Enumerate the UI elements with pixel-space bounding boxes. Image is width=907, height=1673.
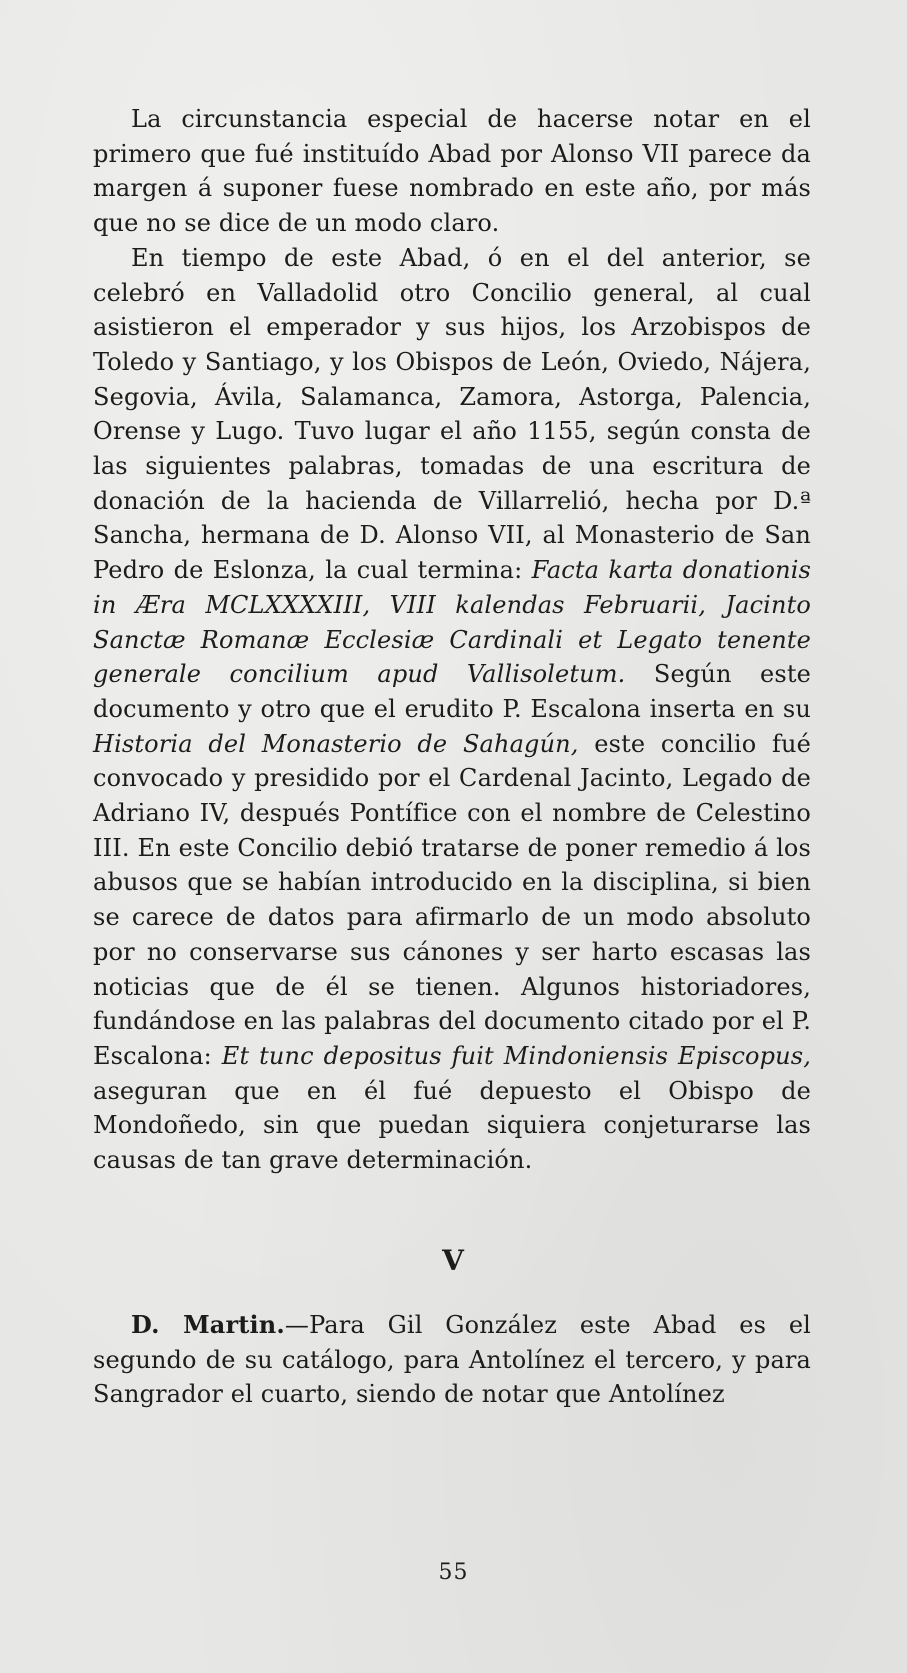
paragraph-2 <box>93 241 811 1178</box>
main-text-block <box>93 102 811 1178</box>
paragraph-2-part-4: aseguran que en él fué depuesto el Obispo de Mondoñedo, sin que puedan siquiera conjeturarse las causas de tan grave determinación. <box>93 1076 811 1175</box>
paragraph-2-part-3: este concilio fué convocado y presidido por el Cardenal Jacinto, Legado de Adriano IV, después Pontífice con el nombre de Celestino III. En este Concilio debió tratarse de poner remedio á los abusos que se habían introducido en la disciplina, si bien se carece de datos para afirmarlo de un modo absoluto por no conservarse sus cánones y ser harto escasas las noticias que de él se tienen. Algunos historiadores, fundándose en las palabras del documento citado por el P. Escalona: <box>93 729 812 1070</box>
abbot-name: D. Martin. <box>131 1310 285 1339</box>
latin-quote-donation: Facta karta donationis in Æra MCLXXXXIII, VIII kalendas Februarii, Jacinto Sanctæ Romanæ Ecclesiæ Cardinali et Legato tenente generale concilium apud Vallisoletum. <box>93 556 812 689</box>
section-v-block <box>93 1308 811 1412</box>
paragraph-2-part-1: En tiempo de este Abad, ó en el del anterior, se celebró en Valladolid otro Concilio general, al cual asistieron el emperador y sus hijos, los Arzobispos de Toledo y Santiago, y los Obispos de León, Oviedo, Nájera, Segovia, Ávila, Salamanca, Zamora, Astorga, Palencia, Orense y Lugo. Tuvo lugar el año 1155, según consta de las siguientes palabras, tomadas de una escritura de donación de la hacienda de Villarrelió, hecha por D.ª Sancha, hermana de D. Alonso VII, al Monasterio de San Pedro de Eslonza, la cual termina: <box>93 243 811 585</box>
paragraph-1 <box>93 102 811 241</box>
section-v-paragraph <box>93 1308 811 1412</box>
section-heading-roman-numeral: V <box>442 1244 465 1277</box>
book-title-historia: Historia del Monasterio de Sahagún, <box>93 729 579 758</box>
paragraph-2-part-2: Según este documento y otro que el erudito P. Escalona inserta en su <box>93 660 811 723</box>
page-number: 55 <box>438 1560 469 1585</box>
latin-quote-depositus: Et tunc depositus fuit Mindoniensis Episcopus, <box>221 1041 812 1070</box>
section-v-text: —Para Gil González este Abad es el segundo de su catálogo, para Antolínez el tercero, y para Sangrador el cuarto, siendo de notar que Antolínez <box>93 1311 812 1409</box>
paragraph-1-text: La circunstancia especial de hacerse notar en el primero que fué instituído Abad por Alonso VII parece da margen á suponer fuese nombrado en este año, por más que no se dice de un modo claro. <box>93 105 811 238</box>
